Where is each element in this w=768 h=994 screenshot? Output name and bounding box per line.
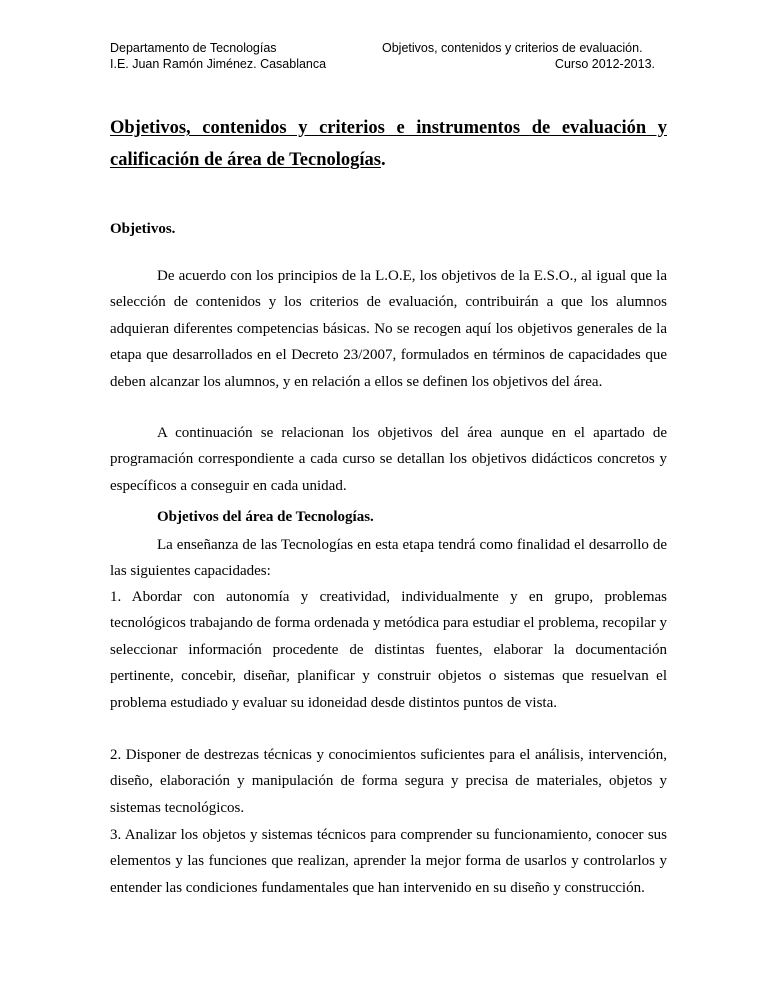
document-subject: Objetivos, contenidos y criterios de evaluación. <box>382 41 643 55</box>
list-item: 3. Analizar los objetos y sistemas técnicos para comprender su funcionamiento, conocer sus elementos y las funciones que realizan, aprender la mejor forma de usarlos y controlarlos y entender las condiciones fundamentales que han intervenido en su diseño y construcción. <box>110 827 667 896</box>
page-header-right <box>382 40 655 72</box>
section-heading-objetivos: Objetivos. <box>110 221 176 237</box>
list-item: 2. Disponer de destrezas técnicas y conocimientos suficientes para el análisis, intervención, diseño, elaboración y manipulación de forma segura y precisa de materiales, objetos y sistemas tecnológicos. <box>110 747 667 816</box>
page-header-left <box>110 40 326 72</box>
school-name: I.E. Juan Ramón Jiménez. Casablanca <box>110 57 327 71</box>
paragraph-continuation: A continuación se relacionan los objetivos del área aunque en el apartado de programación correspondiente a cada curso se detallan los objetivos didácticos concretos y específicos a conseguir en cada unidad. <box>110 425 667 494</box>
document-title-period: . <box>380 150 386 170</box>
paragraph-area-intro: La enseñanza de las Tecnologías en esta etapa tendrá como finalidad el desarrollo de las siguientes capacidades: <box>110 537 667 580</box>
department-name: Departamento de Tecnologías <box>110 41 277 55</box>
document-title-text: Objetivos, contenidos y criterios e instrumentos de evaluación y calificación de área de Tecnologías <box>110 118 667 170</box>
school-year: Curso 2012-2013. <box>554 57 655 71</box>
section-heading-area: Objetivos del área de Tecnologías. <box>157 509 374 525</box>
document-title <box>110 112 667 176</box>
paragraph-intro: De acuerdo con los principios de la L.O.E, los objetivos de la E.S.O., al igual que la selección de contenidos y los criterios de evaluación, contribuirán a que los alumnos adquieran diferentes competencias básicas. No se recogen aquí los objetivos generales de la etapa que desarrollados en el Decreto 23/2007, formulados en términos de capacidades que deben alcanzar los alumnos, y en relación a ellos se definen los objetivos del área. <box>110 268 667 390</box>
list-item: 1. Abordar con autonomía y creatividad, individualmente y en grupo, problemas tecnológicos trabajando de forma ordenada y metódica para estudiar el problema, recopilar y seleccionar información procedente de distintas fuentes, elaborar la documentación pertinente, concebir, diseñar, planificar y construir objetos o sistemas que resuelvan el problema estudiado y evaluar su idoneidad desde distintos puntos de vista. <box>110 589 667 711</box>
